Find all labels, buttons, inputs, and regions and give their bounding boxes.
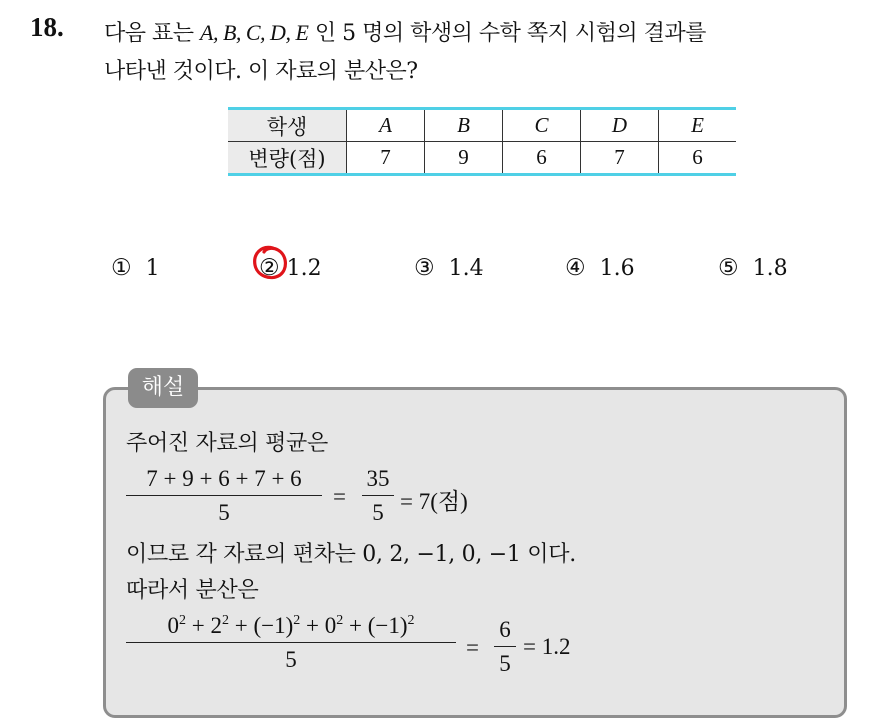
table-cell: 9 [425, 142, 503, 175]
solution-line-1: 주어진 자료의 평균은 [126, 431, 328, 456]
option-5[interactable]: ⑤ 1.8 [718, 255, 788, 281]
table-cell: C [503, 109, 581, 142]
mean-equals: = [333, 484, 346, 509]
solution-line-3: 이므로 각 자료의 편차는 0, 2, −1, 0, −1 이다. [126, 542, 576, 567]
mean-fraction-2 [362, 466, 394, 526]
variance-denominator: 5 [285, 647, 297, 672]
table-cell: 7 [581, 142, 659, 175]
table-cell: E [659, 109, 737, 142]
question-text [104, 14, 874, 91]
mean-denominator: 5 [218, 500, 230, 525]
table-header-row [228, 109, 736, 142]
question-number: 18. [30, 12, 64, 42]
table-header-label: 학생 [228, 109, 347, 142]
table-cell: 7 [347, 142, 425, 175]
option-2[interactable]: ② 1.2 [259, 255, 322, 281]
variance-denominator-2: 5 [499, 651, 511, 676]
variance-fraction-2 [494, 617, 516, 677]
answer-circle-mark [251, 244, 289, 282]
solution-tag: 해설 [128, 368, 198, 408]
score-table [228, 107, 736, 176]
mean-numerator-2: 35 [366, 466, 390, 491]
mean-result: = 7(점) [400, 489, 468, 514]
table-cell: A [347, 109, 425, 142]
option-1[interactable]: ① 1 [111, 255, 160, 281]
question-line-1: 다음 표는 A, B, C, D, E 인 5 명의 학생의 수학 쪽지 시험의 결과를 [104, 20, 706, 46]
solution-line-4: 따라서 분산은 [126, 578, 259, 603]
table-cell: 6 [503, 142, 581, 175]
option-4[interactable]: ④ 1.6 [565, 255, 635, 281]
variance-numerator: $0^2 + 2^2 + (-1)^2 + 0^2 + (-1)^2$ [167, 613, 415, 638]
variance-result: = 1.2 [523, 634, 571, 659]
variance-numerator-2: 6 [499, 617, 511, 642]
mean-numerator: 7 + 9 + 6 + 7 + 6 [146, 466, 302, 491]
question-line-2: 나타낸 것이다. 이 자료의 분산은? [104, 59, 418, 84]
mean-fraction [126, 466, 322, 526]
student-letters: A, B, C, D, E [200, 20, 309, 45]
table-value-row [228, 142, 736, 175]
option-3[interactable]: ③ 1.4 [414, 255, 484, 281]
table-cell: 6 [659, 142, 737, 175]
table-cell: B [425, 109, 503, 142]
variance-fraction [126, 613, 456, 673]
table-cell: D [581, 109, 659, 142]
mean-denominator-2: 5 [372, 500, 384, 525]
variance-equals: = [466, 635, 479, 660]
table-value-label: 변량(점) [228, 142, 347, 175]
